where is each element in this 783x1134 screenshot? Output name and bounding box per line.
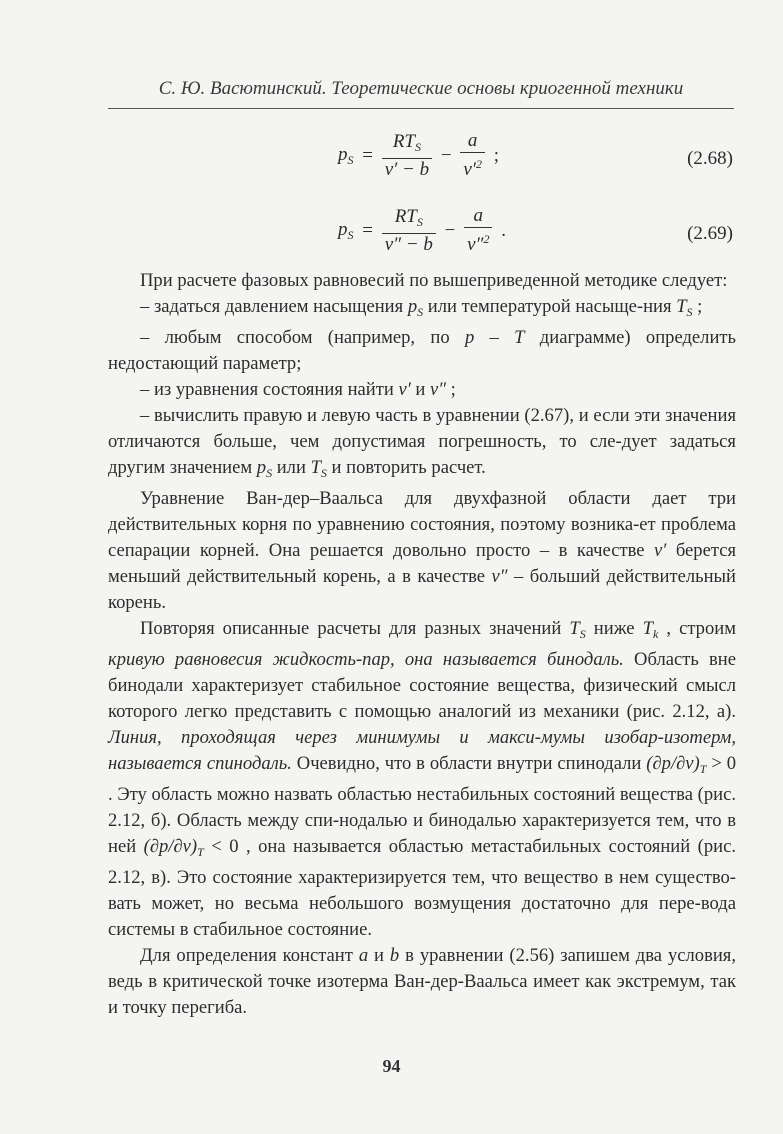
paragraph: Уравнение Ван-дер–Ваальса для двухфазной области дает три действительных корня по уравнению состояния, поэтому возника-ет проблема сепарации корней. Она решается довольно просто – в качестве v′ берется меньший действительный корень, а в качестве v″ – больший действительный корень. bbox=[108, 488, 736, 613]
equation-number: (2.68) bbox=[687, 148, 733, 169]
equation-formula: $p_S$ = $\frac{RT_S}{v'' - b}$ − $\frac{a}{v''^2}$ . bbox=[338, 205, 506, 255]
list-item: – задаться давлением насыщения $p_S$ или температурой насыще-ния $T_S$ ; bbox=[140, 296, 703, 319]
running-header: С. Ю. Васютинский. Теоретические основы криогенной техники bbox=[158, 78, 684, 99]
body-text bbox=[108, 268, 736, 1021]
page-number: 94 bbox=[382, 1056, 401, 1076]
paragraph: При расчете фазовых равновесий по вышеприведенной методике следует: bbox=[140, 270, 728, 291]
fraction: $\frac{RT_S}{v' - b}$ bbox=[382, 131, 432, 181]
list-item: – вычислить правую и левую часть в уравнении (2.67), и если эти значения отличаются больше, чем допустимая погрешность, то сле-дует задаться другим значением $p_S$ или $T_S$ и повторить расчет. bbox=[108, 405, 736, 480]
paragraph: Для определения констант a и b в уравнении (2.56) запишем два условия, ведь в критической точке изотерма Ван-дер-Ваальса имеет как экстремум, так и точку перегиба. bbox=[108, 945, 737, 1018]
fraction: $\frac{RT_S}{v'' - b}$ bbox=[382, 206, 436, 256]
equation-number: (2.69) bbox=[687, 223, 733, 244]
fraction: $\frac{a}{v''^2}$ bbox=[464, 205, 492, 256]
paragraph: Повторяя описанные расчеты для разных значений $T_S$ ниже $T_k$ , строим кривую равновесия жидкость-пар, она называется бинодаль. Область вне бинодали характеризует стабильное состояние вещества, физический смысл которого легко представить с помощью аналогий из механики (рис. 2.12, а). Линия, проходящая через минимумы и макси-мумы изобар-изотерм, называется спинодаль. Очевидно, что в области внутри спинодали $(\partial p/\partial v)_T > 0$ . Эту область можно назвать областью нестабильных состояний вещества (рис. 2.12, б). Область между спи-нодалью и бинодалью характеризуется тем, что в ней $(\partial p/\partial v)_T < 0$ , она называется областью метастабильных состояний (рис. 2.12, в). Это состояние характеризируется тем, что вещество в нем существо-вать может, но весьма небольшого возмущения достаточно для пере-вода системы в стабильное состояние. bbox=[108, 618, 736, 940]
list-item: – любым способом (например, по p – T диаграмме) определить недостающий параметр; bbox=[108, 327, 737, 374]
equation-2-69 bbox=[0, 205, 783, 265]
header-rule bbox=[108, 108, 734, 109]
term-binodal: кривую равновесия жидкость-пар, она называется бинодаль. bbox=[108, 649, 624, 670]
term-spinodal: Линия, проходящая через минимумы и макси-мумы изобар-изотерм, называется спинодаль. bbox=[108, 727, 736, 774]
list-item: – из уравнения состояния найти v′ и v″ ; bbox=[140, 379, 456, 400]
equation-2-68 bbox=[0, 130, 783, 190]
equation-formula: $p_S$ = $\frac{RT_S}{v' - b}$ − $\frac{a}{v'^2}$ ; bbox=[338, 130, 499, 180]
fraction: $\frac{a}{v'^2}$ bbox=[460, 130, 485, 181]
